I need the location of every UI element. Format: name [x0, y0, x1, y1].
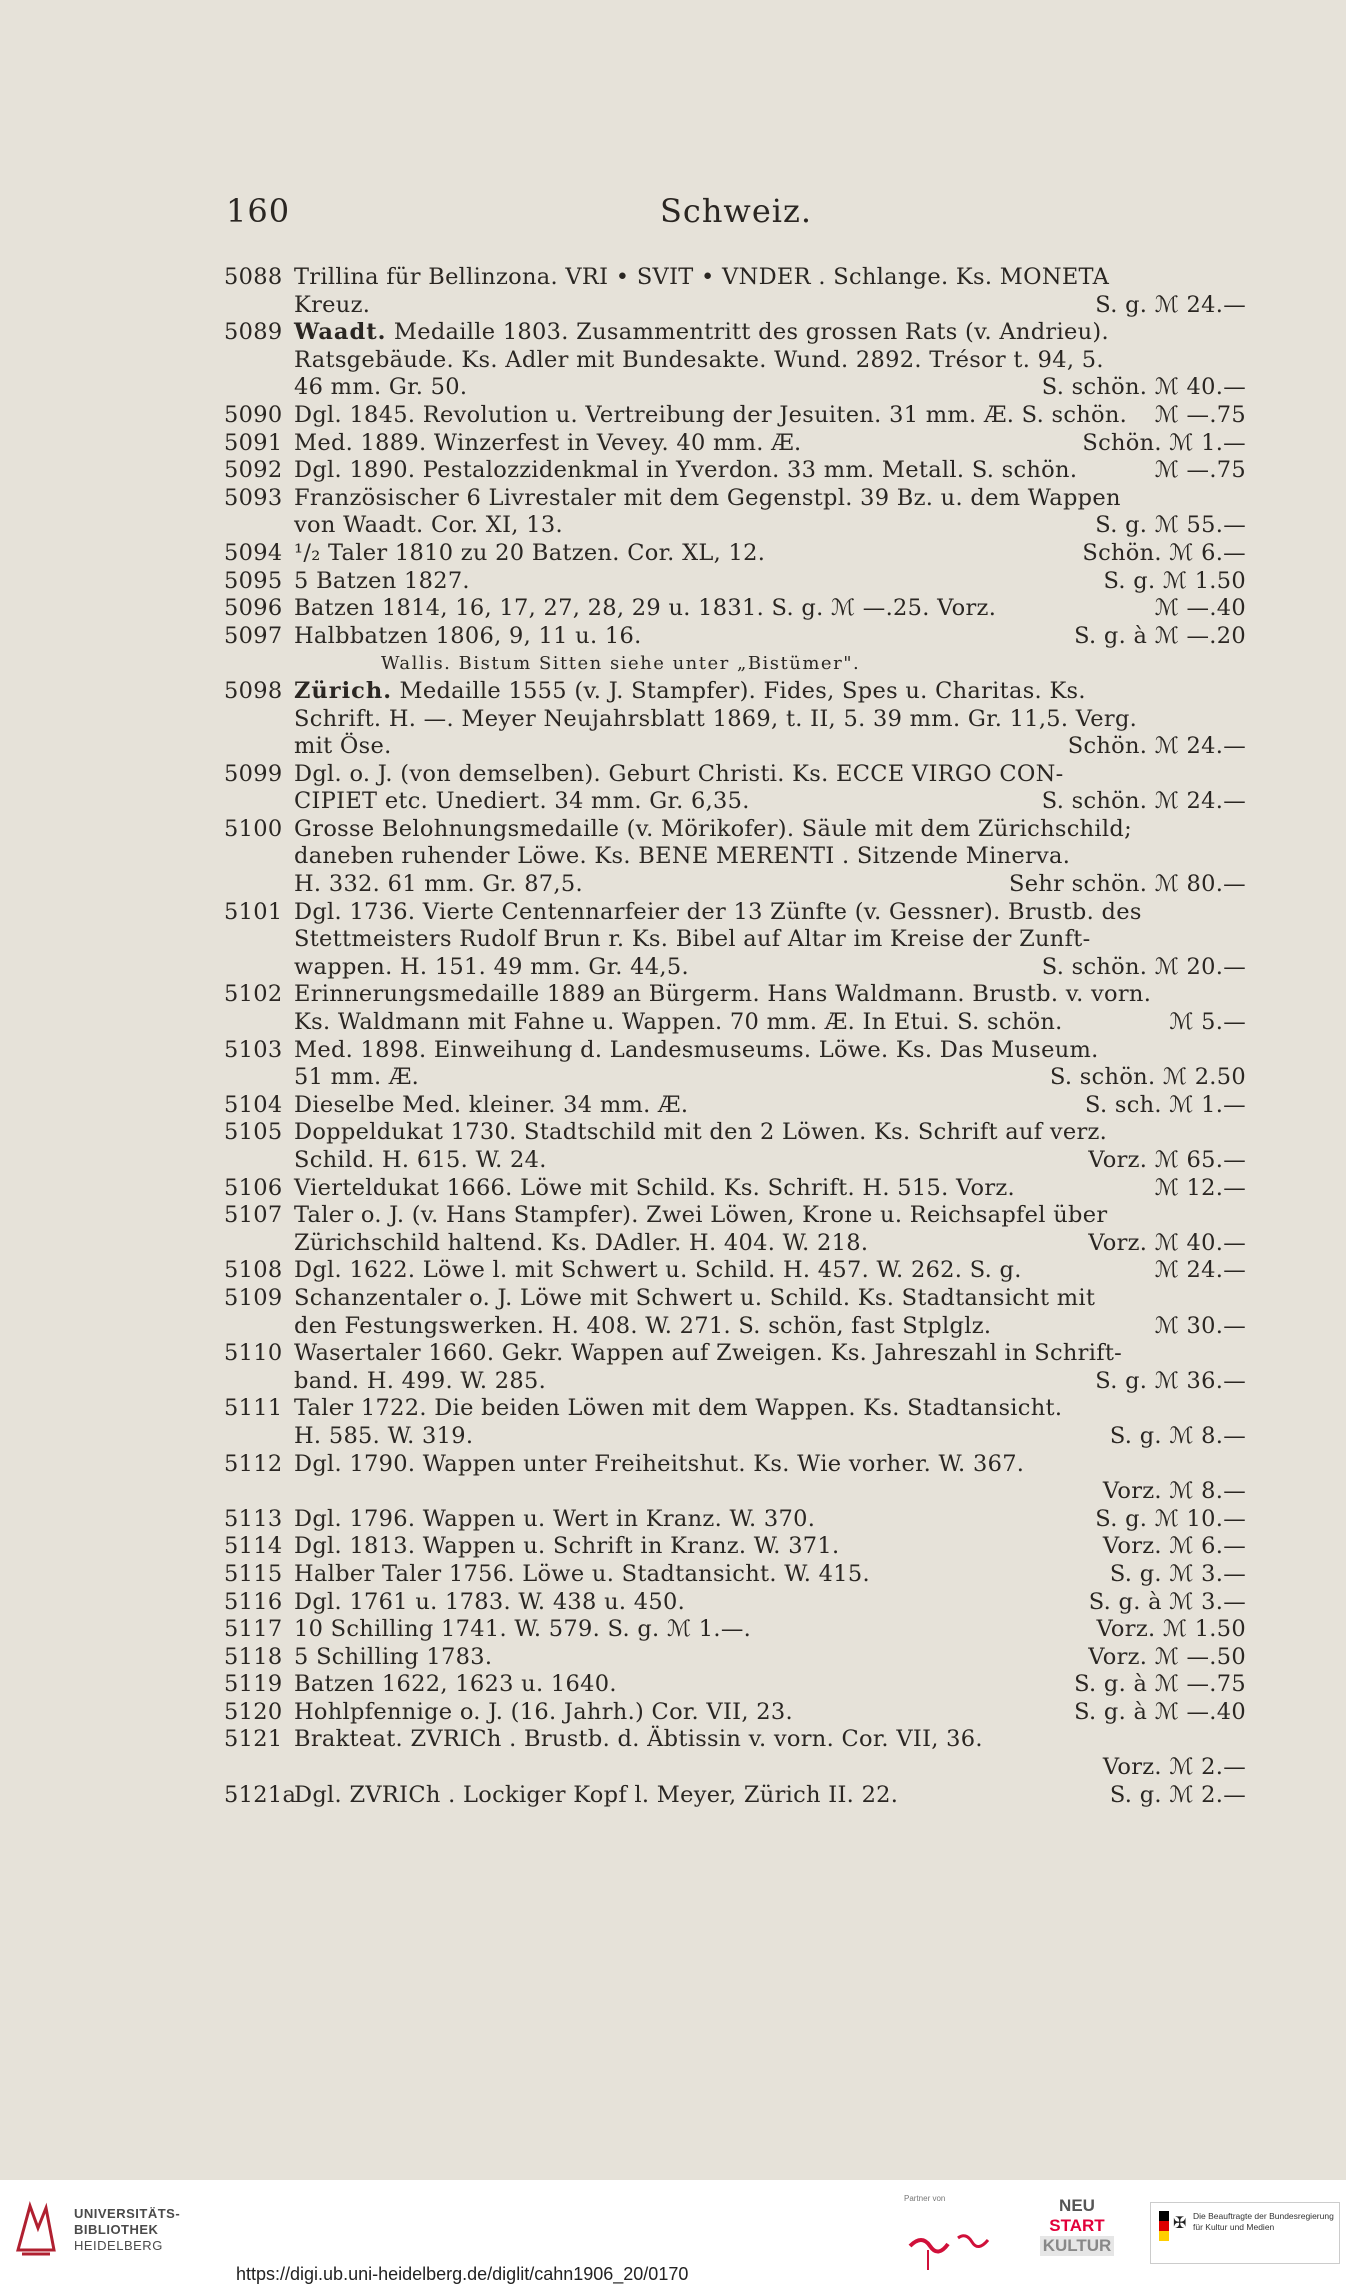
entry-line — [224, 1175, 1246, 1203]
neustart-word: NEU — [1059, 2196, 1095, 2215]
entry-number: 5111 — [224, 1395, 283, 1422]
entry-text — [294, 981, 1246, 1009]
entry-text — [294, 264, 1246, 292]
entry-description: Medaille 1803. Zusammentritt des grossen Rats (v. Andrieu). — [386, 319, 1109, 346]
entry-description: 5 Schilling 1783. — [294, 1643, 493, 1670]
entry-line — [224, 568, 1246, 596]
entry-price: S. g. à ℳ —.20 — [1074, 622, 1246, 649]
federal-eagle-icon: ✠ — [1173, 2213, 1187, 2232]
catalog-entry — [224, 1616, 1246, 1644]
entry-line — [224, 1589, 1246, 1617]
entry-text — [294, 843, 1246, 871]
entry-line — [224, 981, 1246, 1009]
footer-bar — [0, 2180, 1346, 2290]
entry-text — [294, 1257, 1246, 1285]
entry-description: Dgl. ZVRICh . Lockiger Kopf l. Meyer, Zürich II. 22. — [294, 1781, 899, 1808]
entry-price: Vorz. ℳ 65.— — [1088, 1147, 1246, 1173]
entry-text — [294, 485, 1246, 513]
entry-description: Brakteat. ZVRICh . Brustb. d. Äbtissin v. vorn. Cor. VII, 36. — [294, 1726, 983, 1753]
section-note — [294, 650, 1246, 678]
entry-number: 5093 — [224, 484, 283, 511]
entry-description: Halber Taler 1756. Löwe u. Stadtansicht. W. 415. — [294, 1560, 870, 1587]
entry-description: Stettmeisters Rudolf Brun r. Ks. Bibel auf Altar im Kreise der Zunft- — [294, 926, 1091, 953]
entry-description: mit Öse. — [294, 733, 392, 760]
entry-line — [224, 1119, 1246, 1147]
entry-price: Schön. ℳ 24.— — [1067, 733, 1246, 760]
uni-name-line: UNIVERSITÄTS- — [74, 2206, 181, 2221]
catalog-entry — [224, 678, 1246, 761]
uni-name-line: HEIDELBERG — [74, 2238, 163, 2253]
region-heading: Waadt. — [294, 319, 387, 346]
ddb-logo-icon[interactable] — [900, 2216, 1010, 2276]
catalog-entry — [224, 1782, 1246, 1810]
entry-description: Schild. H. 615. W. 24. — [294, 1147, 547, 1173]
catalog-entry — [224, 1092, 1246, 1120]
entry-text — [294, 402, 1246, 430]
entry-description: Dgl. 1890. Pestalozzidenkmal in Yverdon. 33 mm. Metall. S. schön. — [294, 457, 1078, 484]
entry-line — [224, 347, 1246, 375]
catalog-entry — [224, 1726, 1246, 1781]
neustart-word: KULTUR — [1040, 2236, 1114, 2256]
entry-number: 5105 — [224, 1119, 283, 1146]
entry-line — [224, 1754, 1246, 1782]
entry-price: ℳ 12.— — [1154, 1174, 1246, 1201]
entry-description: Dieselbe Med. kleiner. 34 mm. Æ. — [294, 1091, 689, 1118]
entry-number: 5104 — [224, 1091, 283, 1118]
catalog-entry — [224, 1340, 1246, 1395]
entry-line — [224, 430, 1246, 458]
entry-description: band. H. 499. W. 285. — [294, 1367, 547, 1394]
entry-description: Batzen 1814, 16, 17, 27, 28, 29 u. 1831. S. g. ℳ —.25. Vorz. — [294, 595, 997, 622]
entry-description: den Festungswerken. H. 408. W. 271. S. schön, fast Stplglz. — [294, 1312, 992, 1339]
entry-number: 5106 — [224, 1174, 283, 1201]
entry-number: 5099 — [224, 760, 283, 787]
entry-line — [224, 319, 1246, 347]
entry-description: Schanzentaler o. J. Löwe mit Schwert u. Schild. Ks. Stadtansicht mit — [294, 1284, 1096, 1311]
entry-price: Vorz. ℳ —.50 — [1088, 1643, 1246, 1670]
entry-line — [224, 1009, 1246, 1037]
bkm-text: Die Beauftragte der Bundesregierung für Kultur und Medien — [1193, 2211, 1334, 2232]
entry-number: 5088 — [224, 264, 283, 290]
entry-description: 10 Schilling 1741. W. 579. S. g. ℳ 1.—. — [294, 1616, 752, 1643]
entry-description: Kreuz. — [294, 291, 371, 318]
entry-line — [224, 1285, 1246, 1313]
catalog-entry — [224, 1589, 1246, 1617]
catalog-entry — [224, 1533, 1246, 1561]
entry-price: Schön. ℳ 1.— — [1082, 429, 1246, 456]
entry-description: Dgl. 1736. Vierte Centennarfeier der 13 Zünfte (v. Gessner). Brustb. des — [294, 898, 1142, 925]
entry-number: 5118 — [224, 1643, 283, 1670]
partner-label: Partner von — [904, 2194, 946, 2203]
entry-price: S. schön. ℳ 20.— — [1041, 953, 1246, 980]
entry-number: 5096 — [224, 595, 283, 622]
catalog-entry — [224, 623, 1246, 651]
entry-number: 5092 — [224, 457, 283, 484]
entry-line — [224, 788, 1246, 816]
entry-number: 5094 — [224, 539, 283, 566]
entry-line — [224, 595, 1246, 623]
entry-line — [224, 1616, 1246, 1644]
university-seal-icon[interactable] — [12, 2198, 60, 2260]
catalog-entry — [224, 981, 1246, 1036]
page-title: Schweiz. — [659, 192, 813, 230]
entry-line — [224, 761, 1246, 789]
entry-description: Med. 1898. Einweihung d. Landesmuseums. Löwe. Ks. Das Museum. — [294, 1036, 1099, 1063]
entry-line — [224, 292, 1246, 320]
entry-line — [224, 1340, 1246, 1368]
catalog-entry — [224, 899, 1246, 982]
catalog-entry — [224, 430, 1246, 458]
catalog-entry — [224, 761, 1246, 816]
entry-text — [294, 1395, 1246, 1423]
entry-line — [224, 678, 1246, 706]
catalog-entry — [224, 1285, 1246, 1340]
catalog-entry — [224, 1506, 1246, 1534]
entry-description: daneben ruhender Löwe. Ks. BENE MERENTI . Sitzende Minerva. — [294, 843, 1071, 870]
catalog-entry — [224, 1202, 1246, 1257]
entry-number: 5113 — [224, 1505, 283, 1532]
catalog-entry — [224, 1561, 1246, 1589]
entry-line — [224, 1699, 1246, 1727]
catalog-entry — [224, 650, 1246, 678]
entry-line — [224, 733, 1246, 761]
entry-number: 5115 — [224, 1560, 283, 1587]
entry-description: Dgl. o. J. (von demselben). Geburt Christi. Ks. ECCE VIRGO CON- — [294, 760, 1064, 787]
entry-description: Trillina für Bellinzona. VRI • SVIT • VNDER . Schlange. Ks. MONETA — [294, 264, 1110, 290]
region-heading: Zürich. — [294, 677, 393, 704]
entry-number: 5091 — [224, 429, 283, 456]
entry-line — [224, 1395, 1246, 1423]
entry-number: 5109 — [224, 1284, 283, 1311]
entry-line — [224, 926, 1246, 954]
entry-price: ℳ 30.— — [1154, 1312, 1246, 1339]
entry-price: ℳ 24.— — [1154, 1257, 1246, 1284]
entry-description: CIPIET etc. Unediert. 34 mm. Gr. 6,35. — [294, 788, 750, 815]
entry-price: S. g. ℳ 55.— — [1095, 512, 1246, 539]
entry-description: Erinnerungsmedaille 1889 an Bürgerm. Hans Waldmann. Brustb. v. vorn. — [294, 981, 1152, 1008]
entry-description: Halbbatzen 1806, 9, 11 u. 16. — [294, 622, 642, 649]
entry-line — [224, 264, 1246, 292]
entry-text — [294, 457, 1246, 485]
entry-price: Vorz. ℳ 6.— — [1102, 1533, 1246, 1560]
page-number: 160 — [226, 192, 291, 230]
entry-price: S. g. à ℳ —.40 — [1074, 1698, 1246, 1725]
entry-line — [224, 954, 1246, 982]
entry-price: ℳ —.75 — [1154, 401, 1246, 428]
catalog-entry — [224, 595, 1246, 623]
entry-line — [224, 1064, 1246, 1092]
entry-text — [294, 1451, 1246, 1479]
entry-line — [224, 457, 1246, 485]
entry-text — [294, 761, 1246, 789]
entry-description: Ks. Waldmann mit Fahne u. Wappen. 70 mm. Æ. In Etui. S. schön. — [294, 1009, 1063, 1036]
entry-text — [294, 1202, 1246, 1230]
entry-price: S. g. ℳ 8.— — [1109, 1422, 1246, 1449]
entry-price: Vorz. ℳ 1.50 — [1096, 1616, 1246, 1643]
entry-number: 5103 — [224, 1036, 283, 1063]
entry-line — [224, 1368, 1246, 1396]
entry-description: Dgl. 1761 u. 1783. W. 438 u. 450. — [294, 1588, 686, 1615]
entry-description: Grosse Belohnungsmedaille (v. Mörikofer). Säule mit dem Zürichschild; — [294, 815, 1132, 842]
entry-description: H. 332. 61 mm. Gr. 87,5. — [294, 871, 583, 898]
entry-description: von Waadt. Cor. XI, 13. — [294, 512, 563, 539]
entry-description: Hohlpfennige o. J. (16. Jahrh.) Cor. VII, 23. — [294, 1698, 793, 1725]
entry-description: Wallis. Bistum Sitten siehe unter „Bistümer". — [381, 653, 861, 675]
entry-description: Taler 1722. Die beiden Löwen mit dem Wappen. Ks. Stadtansicht. — [294, 1395, 1063, 1422]
entry-text — [294, 1037, 1246, 1065]
entry-line — [224, 540, 1246, 568]
entry-number: 5121 — [224, 1726, 283, 1753]
entry-price: Schön. ℳ 6.— — [1082, 539, 1246, 566]
entry-text — [294, 1782, 1246, 1810]
entry-line — [224, 1092, 1246, 1120]
entry-number: 5107 — [224, 1202, 283, 1229]
entry-description: Dgl. 1813. Wappen u. Schrift in Kranz. W. 371. — [294, 1533, 840, 1560]
entry-price: Vorz. ℳ 8.— — [1102, 1478, 1246, 1505]
entry-description: ¹/₂ Taler 1810 zu 20 Batzen. Cor. XL, 12. — [294, 539, 766, 566]
catalog-entry — [224, 402, 1246, 430]
entry-text — [294, 706, 1246, 734]
entry-price: S. g. ℳ 10.— — [1095, 1505, 1246, 1532]
entry-number: 5089 — [224, 319, 283, 346]
entry-line — [224, 1202, 1246, 1230]
entry-description: Ratsgebäude. Ks. Adler mit Bundesakte. Wund. 2892. Trésor t. 94, 5. — [294, 346, 1104, 373]
entry-description: Schrift. H. —. Meyer Neujahrsblatt 1869, t. II, 5. 39 mm. Gr. 11,5. Verg. — [294, 705, 1138, 732]
entry-line — [224, 402, 1246, 430]
entry-description: Medaille 1555 (v. J. Stampfer). Fides, Spes u. Charitas. Ks. — [392, 677, 1086, 704]
entry-number: 5098 — [224, 677, 283, 704]
entry-price: Vorz. ℳ 2.— — [1102, 1754, 1246, 1781]
neustart-kultur-logo[interactable] — [1040, 2196, 1114, 2282]
entry-description: Dgl. 1845. Revolution u. Vertreibung der Jesuiten. 31 mm. Æ. S. schön. — [294, 401, 1128, 428]
entry-line — [224, 1644, 1246, 1672]
entry-line — [224, 1478, 1246, 1506]
entry-text — [294, 1009, 1246, 1037]
entry-line — [224, 1451, 1246, 1479]
german-flag-icon — [1159, 2211, 1169, 2241]
entry-line — [224, 623, 1246, 651]
catalog-entries — [224, 264, 1246, 1809]
entry-description: Wasertaler 1660. Gekr. Wappen auf Zweigen. Ks. Jahreszahl in Schrift- — [294, 1340, 1123, 1367]
entry-price: ℳ —.40 — [1154, 595, 1246, 622]
entry-description: wappen. H. 151. 49 mm. Gr. 44,5. — [294, 953, 689, 980]
catalog-entry — [224, 816, 1246, 899]
entry-price: S. g. ℳ 1.50 — [1103, 567, 1246, 594]
entry-line — [224, 1423, 1246, 1451]
neustart-word: START — [1049, 2216, 1105, 2235]
entry-text — [294, 595, 1246, 623]
catalog-entry — [224, 319, 1246, 402]
entry-number: 5090 — [224, 401, 283, 428]
entry-number: 5097 — [224, 622, 283, 649]
entry-line — [224, 1671, 1246, 1699]
entry-text — [294, 926, 1246, 954]
entry-number: 5095 — [224, 567, 283, 594]
entry-number: 5102 — [224, 981, 283, 1008]
entry-text — [294, 347, 1246, 375]
catalog-entry — [224, 1037, 1246, 1092]
entry-price: S. g. ℳ 24.— — [1095, 291, 1246, 318]
entry-line — [224, 1257, 1246, 1285]
catalog-entry — [224, 1699, 1246, 1727]
entry-line — [224, 899, 1246, 927]
entry-line — [224, 1533, 1246, 1561]
entry-description: Taler o. J. (v. Hans Stampfer). Zwei Löwen, Krone u. Reichsapfel über — [294, 1202, 1108, 1229]
entry-number: 5114 — [224, 1533, 283, 1560]
entry-text — [294, 678, 1246, 706]
entry-description: Vierteldukat 1666. Löwe mit Schild. Ks. Schrift. H. 515. Vorz. — [294, 1174, 1015, 1201]
entry-text — [294, 319, 1246, 347]
entry-number: 5120 — [224, 1698, 283, 1725]
entry-description: 51 mm. Æ. — [294, 1064, 420, 1091]
page-url-link[interactable]: https://digi.ub.uni-heidelberg.de/diglit/cahn1906_20/0170 — [236, 2264, 689, 2284]
entry-number: 5108 — [224, 1257, 283, 1284]
entry-description: Doppeldukat 1730. Stadtschild mit den 2 Löwen. Ks. Schrift auf verz. — [294, 1119, 1108, 1146]
entry-number: 5110 — [224, 1340, 283, 1367]
entry-description: H. 585. W. 319. — [294, 1422, 474, 1449]
entry-price: S. schön. ℳ 2.50 — [1049, 1064, 1246, 1091]
catalog-entry — [224, 1119, 1246, 1174]
entry-line — [224, 706, 1246, 734]
bkm-logo[interactable] — [1150, 2202, 1340, 2264]
entry-text — [294, 1726, 1246, 1754]
entry-text — [294, 899, 1246, 927]
entry-number: 5117 — [224, 1616, 283, 1643]
entry-number: 5100 — [224, 815, 283, 842]
entry-price: ℳ —.75 — [1154, 457, 1246, 484]
entry-line — [224, 1561, 1246, 1589]
entry-line — [224, 485, 1246, 513]
entry-line — [224, 1726, 1246, 1754]
entry-description: Dgl. 1622. Löwe l. mit Schwert u. Schild. H. 457. W. 262. S. g. — [294, 1257, 1022, 1284]
entry-price: S. g. à ℳ 3.— — [1088, 1588, 1246, 1615]
entry-text — [294, 1313, 1246, 1341]
entry-text — [294, 1175, 1246, 1203]
entry-line — [224, 1313, 1246, 1341]
entry-description: Dgl. 1796. Wappen u. Wert in Kranz. W. 370. — [294, 1505, 816, 1532]
entry-price: S. g. ℳ 2.— — [1109, 1781, 1246, 1808]
catalog-entry — [224, 457, 1246, 485]
catalog-entry — [224, 485, 1246, 540]
catalog-entry — [224, 540, 1246, 568]
catalog-entry — [224, 568, 1246, 596]
catalog-entry — [224, 1644, 1246, 1672]
catalog-entry — [224, 1175, 1246, 1203]
entry-price: ℳ 5.— — [1169, 1009, 1246, 1036]
university-library-name[interactable] — [74, 2206, 180, 2254]
entry-price: S. g. ℳ 36.— — [1095, 1367, 1246, 1394]
entry-number: 5116 — [224, 1588, 283, 1615]
entry-line — [224, 843, 1246, 871]
entry-description: 46 mm. Gr. 50. — [294, 374, 468, 401]
entry-description: Französischer 6 Livrestaler mit dem Gegenstpl. 39 Bz. u. dem Wappen — [294, 484, 1121, 511]
entry-line — [224, 816, 1246, 844]
entry-price: S. g. ℳ 3.— — [1109, 1560, 1246, 1587]
entry-price: S. schön. ℳ 24.— — [1041, 788, 1246, 815]
uni-name-line: BIBLIOTHEK — [74, 2222, 159, 2237]
entry-price: S. schön. ℳ 40.— — [1041, 374, 1246, 401]
entry-number: 5112 — [224, 1450, 283, 1477]
entry-number: 5119 — [224, 1671, 283, 1698]
catalog-entry — [224, 1395, 1246, 1450]
entry-text — [294, 1423, 1246, 1451]
entry-line — [224, 1506, 1246, 1534]
entry-price: Vorz. ℳ 40.— — [1088, 1229, 1246, 1256]
entry-price: Sehr schön. ℳ 80.— — [1008, 871, 1246, 898]
catalog-entry — [224, 264, 1246, 319]
entry-price: S. sch. ℳ 1.— — [1085, 1091, 1246, 1118]
entry-text — [294, 816, 1246, 844]
entry-line — [224, 871, 1246, 899]
entry-number: 5121a — [224, 1781, 297, 1808]
entry-line — [224, 512, 1246, 540]
entry-text — [294, 1561, 1246, 1589]
catalog-entry — [224, 1257, 1246, 1285]
entry-line — [224, 650, 1246, 678]
page-header — [226, 192, 1246, 242]
entry-number: 5101 — [224, 898, 283, 925]
entry-price: S. g. à ℳ —.75 — [1074, 1671, 1246, 1698]
entry-text — [294, 1340, 1246, 1368]
entry-line — [224, 1230, 1246, 1258]
entry-line — [224, 374, 1246, 402]
entry-line — [224, 1147, 1246, 1175]
catalog-entry — [224, 1451, 1246, 1506]
entry-description: Zürichschild haltend. Ks. DAdler. H. 404. W. 218. — [294, 1229, 869, 1256]
entry-line — [224, 1782, 1246, 1810]
entry-description: 5 Batzen 1827. — [294, 567, 470, 594]
entry-line — [224, 1037, 1246, 1065]
entry-description: Med. 1889. Winzerfest in Vevey. 40 mm. Æ. — [294, 429, 802, 456]
catalog-entry — [224, 1671, 1246, 1699]
entry-text — [294, 1285, 1246, 1313]
entry-text — [294, 1119, 1246, 1147]
entry-description: Batzen 1622, 1623 u. 1640. — [294, 1671, 617, 1698]
entry-description: Dgl. 1790. Wappen unter Freiheitshut. Ks. Wie vorher. W. 367. — [294, 1450, 1025, 1477]
